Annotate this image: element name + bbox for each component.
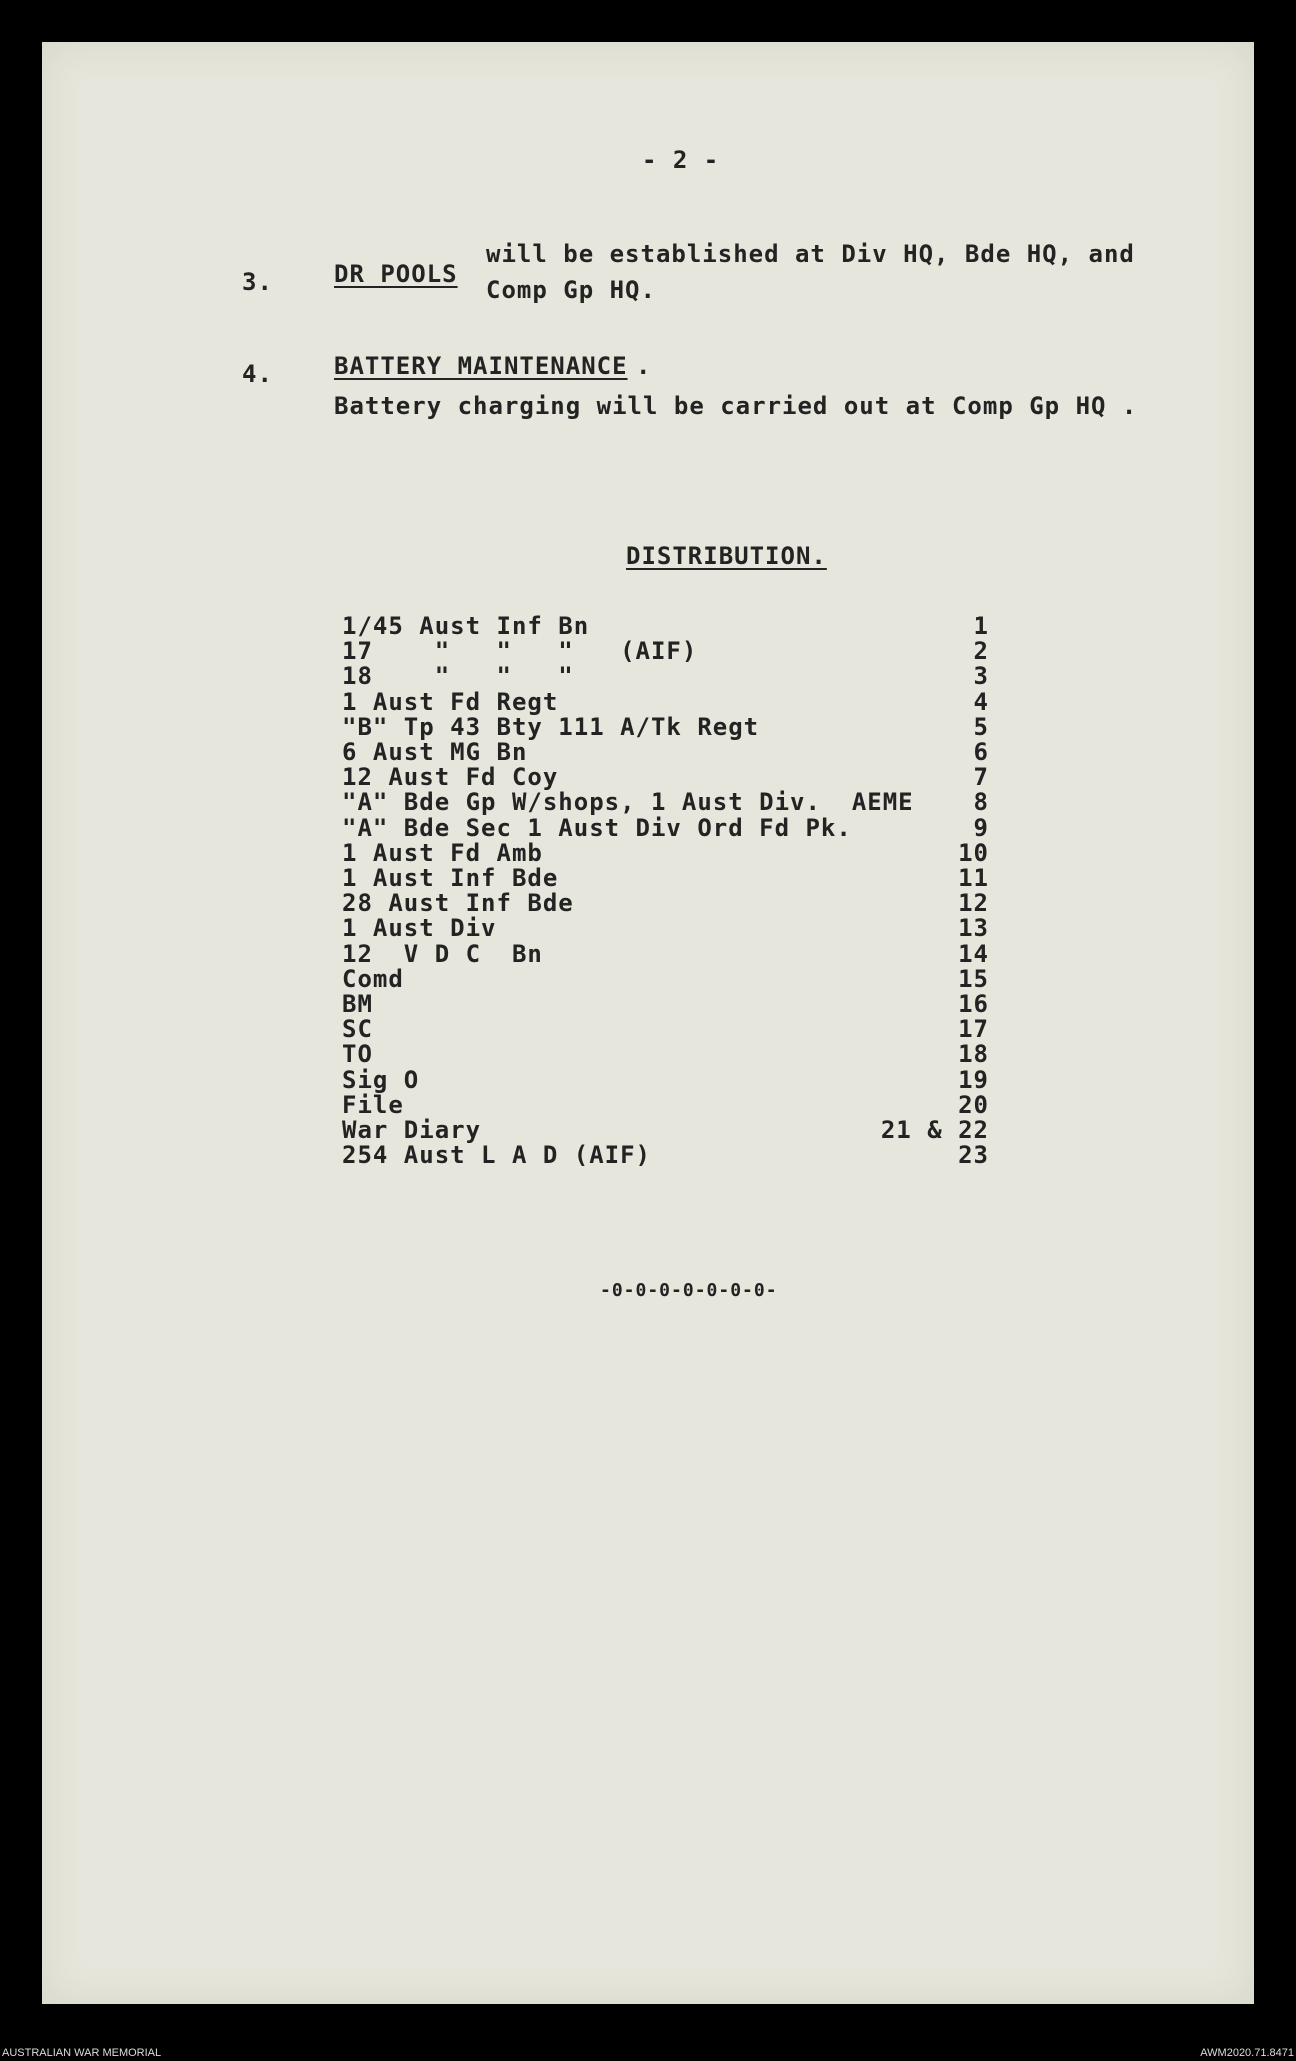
distribution-row (42, 688, 1254, 714)
distribution-recipient: 12 Aust Fd Coy (342, 763, 559, 792)
distribution-recipient: "B" Tp 43 Bty 111 A/Tk Regt (342, 712, 760, 741)
distribution-recipient: War Diary (342, 1116, 482, 1144)
document-page (42, 42, 1254, 2004)
item-4-heading: BATTERY MAINTENANCE (334, 352, 628, 380)
distribution-row (42, 864, 1254, 890)
distribution-copy-number: 3 (973, 662, 989, 691)
footer-right: AWM2020.71.8471 (1200, 2047, 1294, 2059)
distribution-copy-number: 6 (973, 738, 989, 766)
distribution-recipient: 17 " " " (AIF) (342, 637, 698, 666)
distribution-recipient: File (342, 1090, 404, 1119)
item-4-text: Battery charging will be carried out at Comp Gp HQ . (334, 392, 1138, 420)
distribution-recipient: 1 Aust Fd Amb (342, 838, 543, 867)
distribution-row (42, 814, 1254, 840)
distribution-copy-number: 2 (973, 637, 989, 666)
distribution-copy-number: 11 (958, 864, 989, 892)
distribution-copy-number: 1 (973, 612, 989, 640)
distribution-row (42, 1066, 1254, 1092)
distribution-row (42, 990, 1254, 1016)
distribution-recipient: 1 Aust Fd Regt (342, 687, 559, 716)
distribution-copy-number: 18 (958, 1040, 989, 1069)
distribution-row (42, 889, 1254, 918)
distribution-row (42, 1091, 1254, 1117)
distribution-copy-number: 10 (958, 838, 989, 867)
page-number: - 2 - (642, 146, 720, 174)
distribution-copy-number: 23 (958, 1141, 989, 1170)
distribution-row (42, 1040, 1254, 1069)
distribution-copy-number: 12 (958, 889, 989, 918)
footer-left: AUSTRALIAN WAR MEMORIAL (2, 2047, 162, 2059)
distribution-row (42, 763, 1254, 792)
distribution-copy-number: 13 (958, 914, 989, 943)
distribution-copy-number: 20 (958, 1090, 989, 1119)
distribution-copy-number: 5 (973, 712, 989, 741)
distribution-row (42, 612, 1254, 638)
distribution-recipient: 1 Aust Inf Bde (342, 864, 559, 892)
item-3-heading: DR POOLS (334, 260, 458, 288)
distribution-row (42, 738, 1254, 764)
distribution-copy-number: 7 (973, 763, 989, 792)
distribution-row (42, 1141, 1254, 1170)
distribution-copy-number: 14 (958, 939, 989, 968)
distribution-copy-number: 19 (958, 1065, 989, 1094)
distribution-row (42, 637, 1254, 666)
distribution-recipient: 1 Aust Div (342, 914, 497, 943)
item-3-number: 3. (242, 268, 273, 296)
end-mark: -0-0-0-0-0-0-0- (600, 1280, 778, 1301)
distribution-row (42, 1116, 1254, 1142)
distribution-recipient: 254 Aust L A D (AIF) (342, 1141, 651, 1170)
distribution-recipient: BM (342, 990, 373, 1018)
distribution-recipient: "A" Bde Gp W/shops, 1 Aust Div. AEME (342, 788, 914, 817)
distribution-recipient: TO (342, 1040, 373, 1069)
distribution-recipient: 1/45 Aust Inf Bn (342, 612, 590, 640)
distribution-copy-number: 16 (958, 990, 989, 1018)
distribution-copy-number: 4 (973, 687, 989, 716)
distribution-row (42, 1015, 1254, 1044)
distribution-copy-number: 21 & 22 (880, 1116, 989, 1144)
distribution-row (42, 839, 1254, 865)
distribution-recipient: Sig O (342, 1065, 420, 1094)
distribution-row (42, 940, 1254, 966)
distribution-copy-number: 8 (973, 788, 989, 817)
distribution-recipient: SC (342, 1015, 373, 1044)
distribution-row (42, 662, 1254, 691)
distribution-copy-number: 15 (958, 964, 989, 993)
distribution-recipient: 12 V D C Bn (342, 939, 543, 968)
distribution-copy-number: 9 (973, 813, 989, 842)
distribution-copy-number: 17 (958, 1015, 989, 1044)
item-3-text-cont: Comp Gp HQ. (486, 276, 656, 304)
distribution-recipient: Comd (342, 964, 404, 993)
distribution-row (42, 914, 1254, 943)
item-4-heading-suffix: . (636, 352, 652, 380)
item-4-number: 4. (242, 360, 273, 388)
distribution-recipient: 6 Aust MG Bn (342, 738, 528, 766)
distribution-row (42, 788, 1254, 817)
distribution-row (42, 965, 1254, 991)
distribution-row (42, 713, 1254, 739)
distribution-recipient: 28 Aust Inf Bde (342, 889, 574, 918)
item-3-text: will be established at Div HQ, Bde HQ, and (486, 240, 1135, 268)
distribution-title: DISTRIBUTION. (626, 542, 827, 570)
distribution-recipient: 18 " " " (342, 662, 574, 691)
distribution-recipient: "A" Bde Sec 1 Aust Div Ord Fd Pk. (342, 813, 852, 842)
